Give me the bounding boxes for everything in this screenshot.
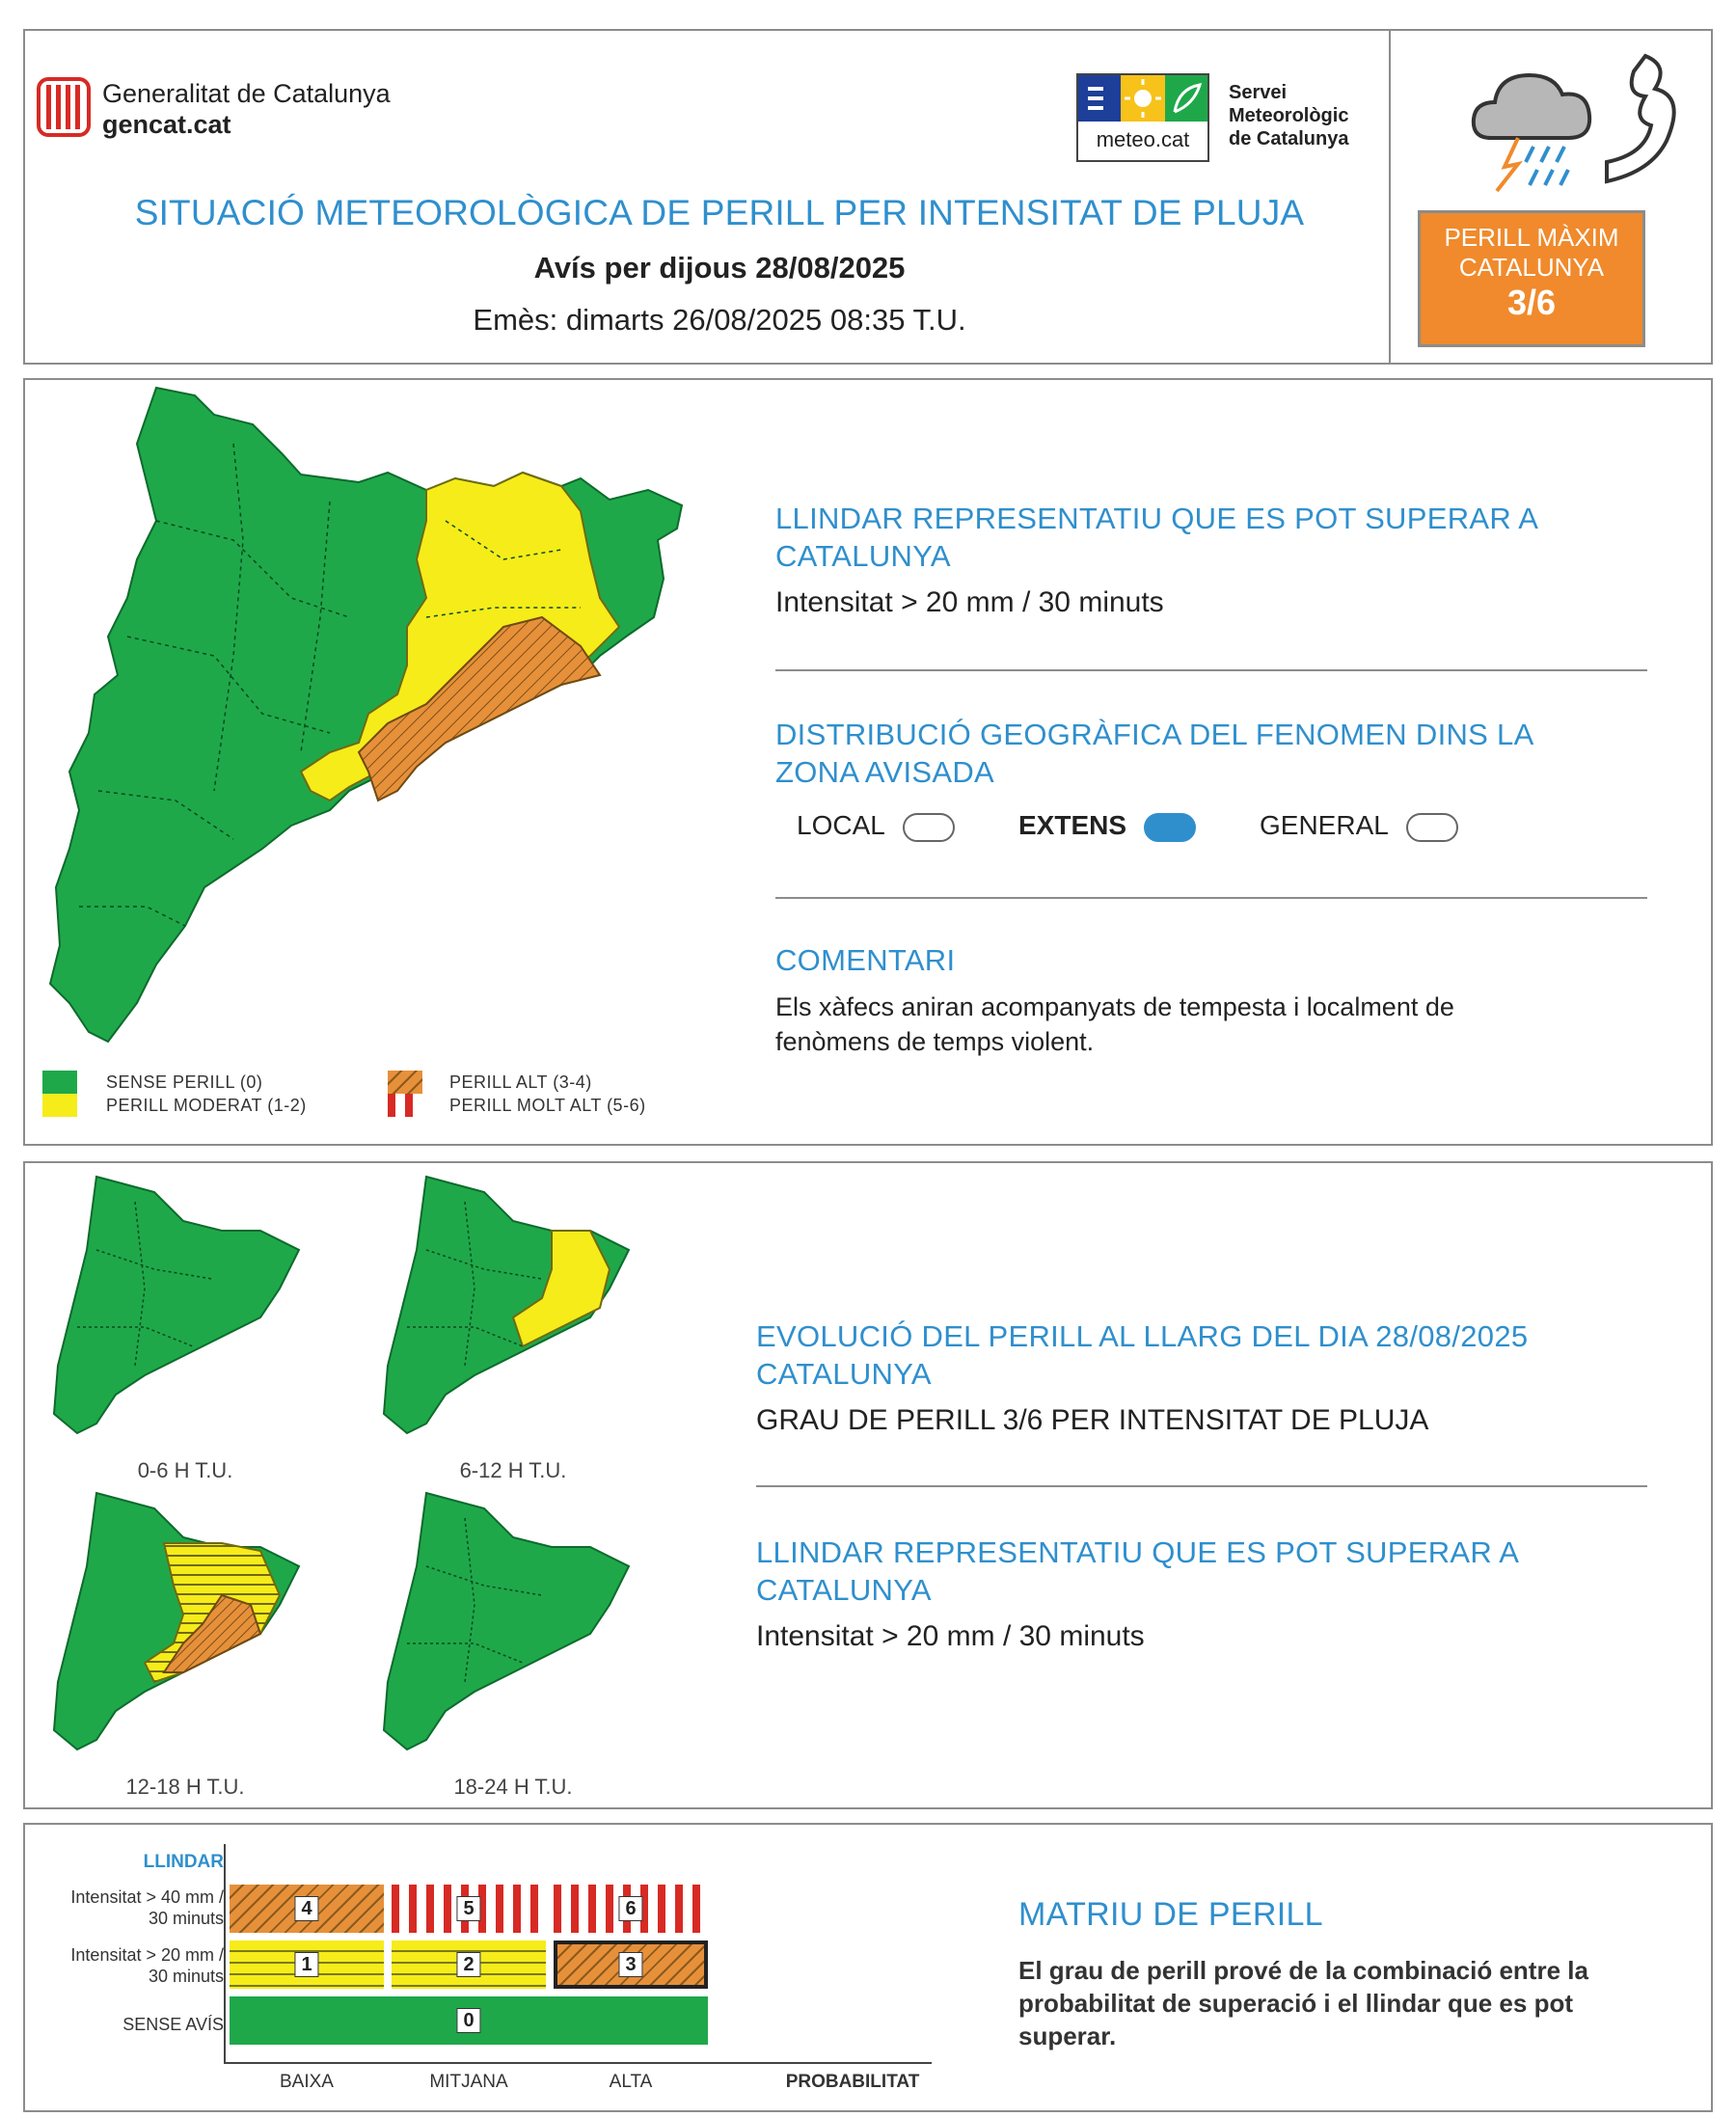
smc-line-1: Servei bbox=[1229, 82, 1288, 103]
matrix-col-alta: ALTA bbox=[609, 2072, 653, 2092]
map-region-green bbox=[50, 388, 682, 1042]
comment-text: Els xàfecs aniran acompanyats de tempesta i localment de fenòmens de temps violent. bbox=[775, 992, 1454, 1056]
smc-line-3: de Catalunya bbox=[1229, 128, 1349, 149]
matrix-col-mitjana: MITJANA bbox=[429, 2072, 508, 2092]
smc-name bbox=[1229, 81, 1348, 150]
smc-line-2: Meteorològic bbox=[1229, 105, 1349, 126]
matrix-axis-threshold: LLINDAR bbox=[143, 1852, 224, 1872]
matrix-cell-4 bbox=[230, 1885, 384, 1933]
evolution-threshold-title: LLINDAR REPRESENTATIU QUE ES POT SUPERAR A CATALUNYA bbox=[756, 1535, 1518, 1607]
warning-date: Avís per dijous 28/08/2025 bbox=[533, 251, 906, 285]
sun-icon bbox=[1121, 75, 1165, 122]
dist-local bbox=[797, 810, 955, 842]
legend-swatch-green bbox=[42, 1071, 77, 1094]
matrix-text: El grau de perill prové de la combinació entre la probabilitat de superació i el llindar que es pot superar. bbox=[1018, 1956, 1588, 2050]
evolution-threshold-value: Intensitat > 20 mm / 30 minuts bbox=[756, 1620, 1145, 1652]
dist-general-label: GENERAL bbox=[1260, 810, 1389, 840]
matrix-col-baixa: BAIXA bbox=[280, 2072, 334, 2092]
dist-local-label: LOCAL bbox=[797, 810, 885, 840]
matrix-row-label-1: Intensitat > 40 mm / 30 minuts bbox=[70, 1887, 224, 1928]
matrix-cell-5-value: 5 bbox=[456, 1896, 480, 1921]
page-title: SITUACIÓ METEOROLÒGICA DE PERILL PER INTENSITAT DE PLUJA bbox=[134, 193, 1305, 232]
gov-name: Generalitat de Catalunya bbox=[102, 79, 391, 108]
matrix-axis-probability: PROBABILITAT bbox=[785, 2072, 920, 2092]
matrix-cell-5 bbox=[392, 1885, 546, 1933]
matrix-cell-4-value: 4 bbox=[294, 1896, 318, 1921]
senyera-icon bbox=[37, 75, 91, 139]
separator-2 bbox=[775, 897, 1647, 899]
leaf-icon bbox=[1165, 75, 1207, 122]
comment-title: COMENTARI bbox=[775, 943, 956, 977]
storm-icon bbox=[1462, 46, 1694, 201]
dist-general bbox=[1260, 810, 1458, 842]
header-panel bbox=[23, 29, 1713, 365]
matrix-cell-1-value: 1 bbox=[294, 1952, 318, 1977]
dist-general-toggle[interactable] bbox=[1406, 813, 1458, 842]
gov-site[interactable]: gencat.cat bbox=[102, 110, 231, 139]
map-label-18-24: 18-24 H T.U. bbox=[453, 1775, 573, 1799]
distribution-title: DISTRIBUCIÓ GEOGRÀFICA DEL FENOMEN DINS LA ZONA AVISADA bbox=[775, 718, 1533, 789]
map-18-24 bbox=[368, 1489, 658, 1769]
dist-extens-toggle[interactable] bbox=[1144, 813, 1196, 842]
max-danger-line-2: CATALUNYA bbox=[1458, 253, 1605, 282]
matrix-cell-6 bbox=[554, 1885, 708, 1933]
separator-1 bbox=[775, 669, 1647, 671]
matrix-y-axis bbox=[224, 1844, 226, 2064]
matrix-cell-0-value: 0 bbox=[456, 2008, 480, 2033]
matrix-x-axis bbox=[224, 2062, 932, 2064]
meteocat-logo bbox=[1076, 73, 1209, 162]
legend-swatch-orange bbox=[388, 1071, 422, 1094]
max-danger-line-1: PERILL MÀXIM bbox=[1444, 223, 1619, 252]
matrix-cell-0 bbox=[230, 1996, 708, 2045]
max-danger-value: 3/6 bbox=[1506, 283, 1557, 322]
matrix-cell-3-value: 3 bbox=[618, 1952, 642, 1977]
issued-date: Emès: dimarts 26/08/2025 08:35 T.U. bbox=[473, 303, 966, 337]
threshold-title: LLINDAR REPRESENTATIU QUE ES POT SUPERAR A CATALUNYA bbox=[775, 502, 1537, 573]
matrix-cell-6-value: 6 bbox=[618, 1896, 642, 1921]
matrix-cell-1 bbox=[230, 1941, 384, 1989]
legend-none: SENSE PERILL (0) bbox=[106, 1072, 263, 1092]
legend-very-high: PERILL MOLT ALT (5-6) bbox=[449, 1096, 646, 1115]
dist-local-toggle[interactable] bbox=[903, 813, 955, 842]
dist-extens-label: EXTENS bbox=[1018, 810, 1127, 840]
separator-3 bbox=[756, 1485, 1647, 1487]
evolution-panel bbox=[23, 1161, 1713, 1809]
meteocat-text: meteo.cat bbox=[1096, 127, 1190, 151]
map-label-6-12: 6-12 H T.U. bbox=[459, 1458, 567, 1482]
matrix-row-label-3: SENSE AVÍS bbox=[122, 2015, 224, 2034]
dist-extens bbox=[1018, 810, 1196, 842]
threshold-value: Intensitat > 20 mm / 30 minuts bbox=[775, 586, 1164, 618]
gencat-logo bbox=[37, 75, 91, 139]
matrix-cell-3 bbox=[554, 1941, 708, 1989]
header-divider bbox=[1389, 31, 1391, 363]
main-panel bbox=[23, 378, 1713, 1146]
max-danger-badge bbox=[1418, 210, 1645, 347]
menu-lines-icon bbox=[1078, 75, 1121, 122]
matrix-cell-2-value: 2 bbox=[456, 1952, 480, 1977]
evolution-title: EVOLUCIÓ DEL PERILL AL LLARG DEL DIA 28/08/2025 CATALUNYA bbox=[756, 1319, 1529, 1391]
map-label-12-18: 12-18 H T.U. bbox=[125, 1775, 245, 1799]
map-6-12 bbox=[368, 1173, 658, 1452]
matrix-title: MATRIU DE PERILL bbox=[1018, 1896, 1323, 1933]
legend-moderate: PERILL MODERAT (1-2) bbox=[106, 1096, 307, 1115]
matrix-cell-2 bbox=[392, 1941, 546, 1989]
matrix-row-label-2: Intensitat > 20 mm / 30 minuts bbox=[70, 1945, 224, 1986]
map-0-6 bbox=[39, 1173, 328, 1452]
map-label-0-6: 0-6 H T.U. bbox=[137, 1458, 233, 1482]
legend-swatch-yellow bbox=[42, 1094, 77, 1117]
evolution-grade: GRAU DE PERILL 3/6 PER INTENSITAT DE PLUJA bbox=[756, 1404, 1429, 1436]
map-12-18 bbox=[39, 1489, 328, 1769]
catalonia-map bbox=[41, 386, 735, 1061]
legend-high: PERILL ALT (3-4) bbox=[449, 1072, 592, 1092]
legend-swatch-red bbox=[388, 1094, 422, 1117]
matrix-panel bbox=[23, 1823, 1713, 2112]
